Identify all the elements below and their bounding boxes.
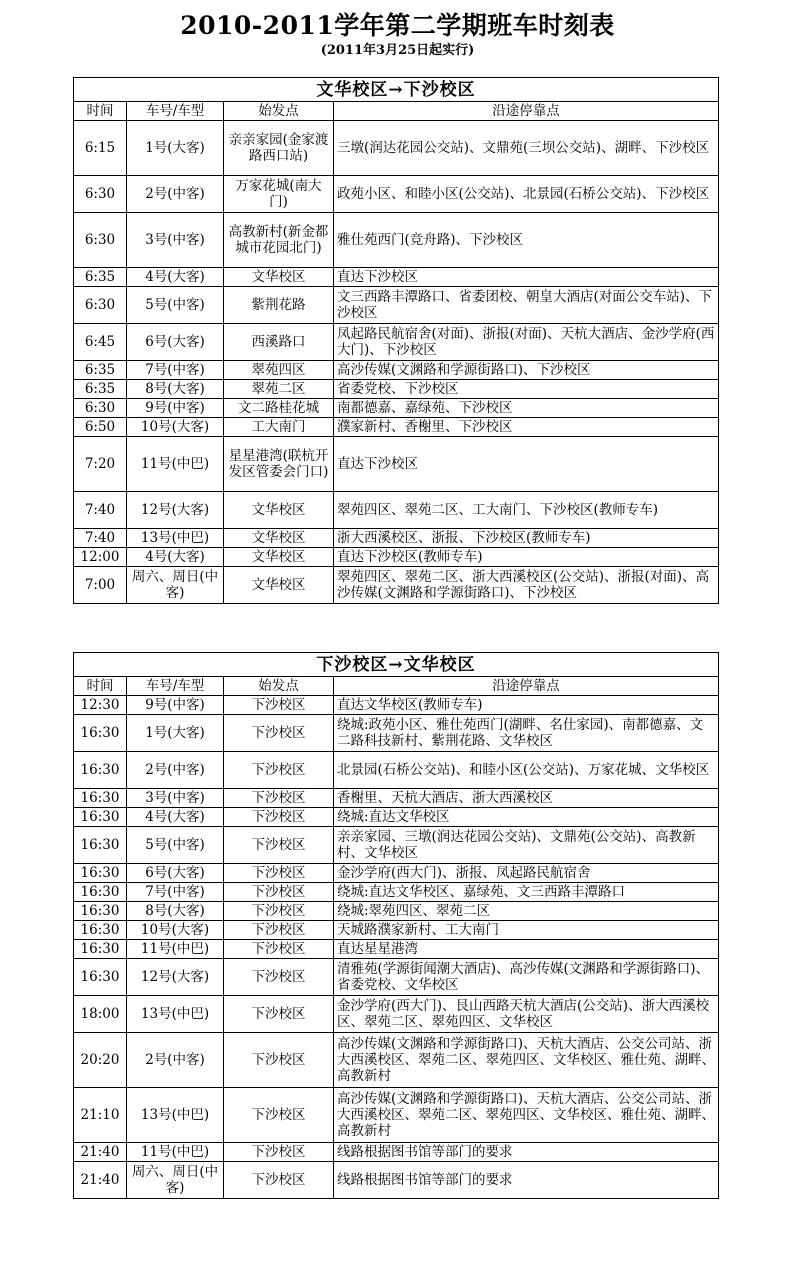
table-row: [74, 548, 719, 567]
stops-cell: 金沙学府(西大门)、艮山西路天杭大酒店(公交站)、浙大西溪校区、翠苑二区、翠苑四区、文华校区: [334, 996, 719, 1033]
bus-cell: 4号(大客): [127, 268, 224, 287]
stops-cell: 三墩(润达花园公交站)、文鼎苑(三坝公交站)、湖畔、下沙校区: [334, 121, 719, 176]
table-row: [74, 529, 719, 548]
time-cell: 7:00: [74, 567, 127, 604]
table-row: [74, 921, 719, 940]
bus-cell: 4号(大客): [127, 808, 224, 827]
bus-cell: 1号(大客): [127, 715, 224, 752]
header-time: 时间: [74, 102, 127, 121]
bus-cell: 4号(大客): [127, 548, 224, 567]
origin-cell: 文华校区: [224, 567, 334, 604]
origin-cell: 下沙校区: [224, 752, 334, 789]
table-row: [74, 827, 719, 864]
bus-cell: 10号(大客): [127, 418, 224, 437]
origin-cell: 下沙校区: [224, 921, 334, 940]
time-cell: 16:30: [74, 921, 127, 940]
origin-cell: 下沙校区: [224, 808, 334, 827]
time-cell: 16:30: [74, 715, 127, 752]
table-row: [74, 287, 719, 324]
table-row: [74, 268, 719, 287]
origin-cell: 翠苑二区: [224, 380, 334, 399]
stops-cell: 翠苑四区、翠苑二区、浙大西溪校区(公交站)、浙报(对面)、高沙传媒(文渊路和学源街路口)、下沙校区: [334, 567, 719, 604]
stops-cell: 线路根据图书馆等部门的要求: [334, 1143, 719, 1162]
header-origin: 始发点: [224, 102, 334, 121]
origin-cell: 下沙校区: [224, 1162, 334, 1199]
page-title: 2010-2011学年第二学期班车时刻表: [180, 11, 615, 40]
stops-cell: 翠苑四区、翠苑二区、工大南门、下沙校区(教师专车): [334, 492, 719, 529]
time-cell: 21:40: [74, 1143, 127, 1162]
bus-cell: 5号(中客): [127, 827, 224, 864]
origin-cell: 下沙校区: [224, 696, 334, 715]
stops-cell: 直达文华校区(教师专车): [334, 696, 719, 715]
section-heading: 下沙校区→文华校区: [74, 653, 719, 677]
stops-cell: 清雅苑(学源街闻潮大酒店)、高沙传媒(文渊路和学源街路口)、省委党校、文华校区: [334, 959, 719, 996]
bus-cell: 7号(中客): [127, 883, 224, 902]
table-row: [74, 959, 719, 996]
table-row: [74, 1088, 719, 1143]
time-cell: 16:30: [74, 789, 127, 808]
origin-cell: 下沙校区: [224, 940, 334, 959]
stops-cell: 濮家新村、香榭里、下沙校区: [334, 418, 719, 437]
time-cell: 16:30: [74, 902, 127, 921]
origin-cell: 紫荆花路: [224, 287, 334, 324]
time-cell: 7:40: [74, 492, 127, 529]
origin-cell: 文二路桂花城: [224, 399, 334, 418]
table-row: [74, 324, 719, 361]
bus-cell: 3号(中客): [127, 213, 224, 268]
origin-cell: 下沙校区: [224, 883, 334, 902]
bus-cell: 8号(大客): [127, 380, 224, 399]
time-cell: 6:35: [74, 268, 127, 287]
stops-cell: 省委党校、下沙校区: [334, 380, 719, 399]
table-row: [74, 789, 719, 808]
time-cell: 6:45: [74, 324, 127, 361]
time-cell: 21:10: [74, 1088, 127, 1143]
section-heading: 文华校区→下沙校区: [74, 78, 719, 102]
table-row: [74, 567, 719, 604]
bus-cell: 周六、周日(中客): [127, 1162, 224, 1199]
origin-cell: 文华校区: [224, 268, 334, 287]
stops-cell: 绕城:直达文华校区、嘉绿苑、文三西路丰潭路口: [334, 883, 719, 902]
time-cell: 16:30: [74, 959, 127, 996]
stops-cell: 金沙学府(西大门)、浙报、凤起路民航宿舍: [334, 864, 719, 883]
origin-cell: 下沙校区: [224, 902, 334, 921]
time-cell: 7:20: [74, 437, 127, 492]
bus-cell: 2号(中客): [127, 752, 224, 789]
header-time: 时间: [74, 677, 127, 696]
bus-cell: 11号(中巴): [127, 1143, 224, 1162]
time-cell: 6:15: [74, 121, 127, 176]
table-row: [74, 121, 719, 176]
origin-cell: 下沙校区: [224, 1143, 334, 1162]
time-cell: 16:30: [74, 883, 127, 902]
header-bus: 车号/车型: [127, 102, 224, 121]
time-cell: 6:30: [74, 399, 127, 418]
origin-cell: 下沙校区: [224, 864, 334, 883]
table-row: [74, 399, 719, 418]
origin-cell: 下沙校区: [224, 715, 334, 752]
stops-cell: 亲亲家园、三墩(润达花园公交站)、文鼎苑(公交站)、高教新村、文华校区: [334, 827, 719, 864]
origin-cell: 文华校区: [224, 548, 334, 567]
origin-cell: 下沙校区: [224, 996, 334, 1033]
bus-cell: 5号(中客): [127, 287, 224, 324]
bus-cell: 13号(中巴): [127, 1088, 224, 1143]
origin-cell: 文华校区: [224, 492, 334, 529]
time-cell: 21:40: [74, 1162, 127, 1199]
bus-cell: 11号(中巴): [127, 940, 224, 959]
table-row: [74, 883, 719, 902]
time-cell: 6:35: [74, 361, 127, 380]
header-bus: 车号/车型: [127, 677, 224, 696]
origin-cell: 工大南门: [224, 418, 334, 437]
time-cell: 6:30: [74, 287, 127, 324]
schedule-table-to-xiasha: [73, 77, 719, 604]
table-row: [74, 996, 719, 1033]
table-row: [74, 380, 719, 399]
bus-cell: 11号(中巴): [127, 437, 224, 492]
table-row: [74, 940, 719, 959]
time-cell: 6:30: [74, 213, 127, 268]
bus-cell: 2号(中客): [127, 176, 224, 213]
table-row: [74, 418, 719, 437]
origin-cell: 下沙校区: [224, 789, 334, 808]
stops-cell: 凤起路民航宿舍(对面)、浙报(对面)、天杭大酒店、金沙学府(西大门)、下沙校区: [334, 324, 719, 361]
table-row: [74, 752, 719, 789]
bus-cell: 6号(大客): [127, 324, 224, 361]
bus-cell: 2号(中客): [127, 1033, 224, 1088]
table-row: [74, 361, 719, 380]
table-row: [74, 176, 719, 213]
stops-cell: 天城路濮家新村、工大南门: [334, 921, 719, 940]
table-row: [74, 492, 719, 529]
header-stops: 沿途停靠点: [334, 102, 719, 121]
table-row: [74, 213, 719, 268]
stops-cell: 北景园(石桥公交站)、和睦小区(公交站)、万家花城、文华校区: [334, 752, 719, 789]
origin-cell: 高教新村(新金都城市花园北门): [224, 213, 334, 268]
stops-cell: 南都德嘉、嘉绿苑、下沙校区: [334, 399, 719, 418]
bus-cell: 3号(中客): [127, 789, 224, 808]
origin-cell: 下沙校区: [224, 959, 334, 996]
bus-cell: 10号(大客): [127, 921, 224, 940]
table-row: [74, 1033, 719, 1088]
time-cell: 16:30: [74, 940, 127, 959]
table-row: [74, 1162, 719, 1199]
stops-cell: 直达下沙校区(教师专车): [334, 548, 719, 567]
stops-cell: 高沙传媒(文渊路和学源街路口)、下沙校区: [334, 361, 719, 380]
origin-cell: 西溪路口: [224, 324, 334, 361]
origin-cell: 万家花城(南大门): [224, 176, 334, 213]
header-origin: 始发点: [224, 677, 334, 696]
table-row: [74, 696, 719, 715]
stops-cell: 绕城:政苑小区、雅仕苑西门(湖畔、名仕家园)、南都德嘉、文二路科技新村、紫荆花路、文华校区: [334, 715, 719, 752]
origin-cell: 亲亲家园(金家渡路西口站): [224, 121, 334, 176]
bus-cell: 13号(中巴): [127, 996, 224, 1033]
bus-cell: 周六、周日(中客): [127, 567, 224, 604]
stops-cell: 直达星星港湾: [334, 940, 719, 959]
stops-cell: 浙大西溪校区、浙报、下沙校区(教师专车): [334, 529, 719, 548]
origin-cell: 文华校区: [224, 529, 334, 548]
table-row: [74, 1143, 719, 1162]
stops-cell: 雅仕苑西门(竞舟路)、下沙校区: [334, 213, 719, 268]
table-row: [74, 437, 719, 492]
stops-cell: 政苑小区、和睦小区(公交站)、北景园(石桥公交站)、下沙校区: [334, 176, 719, 213]
origin-cell: 星星港湾(联杭开发区管委会门口): [224, 437, 334, 492]
time-cell: 16:30: [74, 752, 127, 789]
time-cell: 12:30: [74, 696, 127, 715]
bus-cell: 8号(大客): [127, 902, 224, 921]
time-cell: 20:20: [74, 1033, 127, 1088]
origin-cell: 下沙校区: [224, 1088, 334, 1143]
time-cell: 6:35: [74, 380, 127, 399]
stops-cell: 绕城:直达文华校区: [334, 808, 719, 827]
time-cell: 18:00: [74, 996, 127, 1033]
table-row: [74, 864, 719, 883]
stops-cell: 文三西路丰潭路口、省委团校、朝皇大酒店(对面公交车站)、下沙校区: [334, 287, 719, 324]
bus-cell: 13号(中巴): [127, 529, 224, 548]
origin-cell: 翠苑四区: [224, 361, 334, 380]
table-row: [74, 715, 719, 752]
stops-cell: 线路根据图书馆等部门的要求: [334, 1162, 719, 1199]
bus-cell: 9号(中客): [127, 696, 224, 715]
bus-cell: 6号(大客): [127, 864, 224, 883]
time-cell: 6:50: [74, 418, 127, 437]
origin-cell: 下沙校区: [224, 827, 334, 864]
stops-cell: 高沙传媒(文渊路和学源街路口)、天杭大酒店、公交公司站、浙大西溪校区、翠苑二区、翠苑四区、文华校区、雅仕苑、湖畔、高教新村: [334, 1088, 719, 1143]
header-stops: 沿途停靠点: [334, 677, 719, 696]
table-row: [74, 902, 719, 921]
stops-cell: 直达下沙校区: [334, 437, 719, 492]
bus-cell: 12号(大客): [127, 959, 224, 996]
stops-cell: 香榭里、天杭大酒店、浙大西溪校区: [334, 789, 719, 808]
bus-cell: 12号(大客): [127, 492, 224, 529]
stops-cell: 直达下沙校区: [334, 268, 719, 287]
time-cell: 12:00: [74, 548, 127, 567]
stops-cell: 高沙传媒(文渊路和学源街路口)、天杭大酒店、公交公司站、浙大西溪校区、翠苑二区、翠苑四区、文华校区、雅仕苑、湖畔、高教新村: [334, 1033, 719, 1088]
bus-cell: 7号(中客): [127, 361, 224, 380]
bus-cell: 9号(中客): [127, 399, 224, 418]
effective-date: (2011年3月25日起实行): [320, 43, 475, 58]
time-cell: 16:30: [74, 808, 127, 827]
table-row: [74, 808, 719, 827]
time-cell: 16:30: [74, 864, 127, 883]
stops-cell: 绕城:翠苑四区、翠苑二区: [334, 902, 719, 921]
time-cell: 7:40: [74, 529, 127, 548]
time-cell: 16:30: [74, 827, 127, 864]
schedule-table-to-wenhua: [73, 652, 719, 1199]
time-cell: 6:30: [74, 176, 127, 213]
origin-cell: 下沙校区: [224, 1033, 334, 1088]
bus-cell: 1号(大客): [127, 121, 224, 176]
